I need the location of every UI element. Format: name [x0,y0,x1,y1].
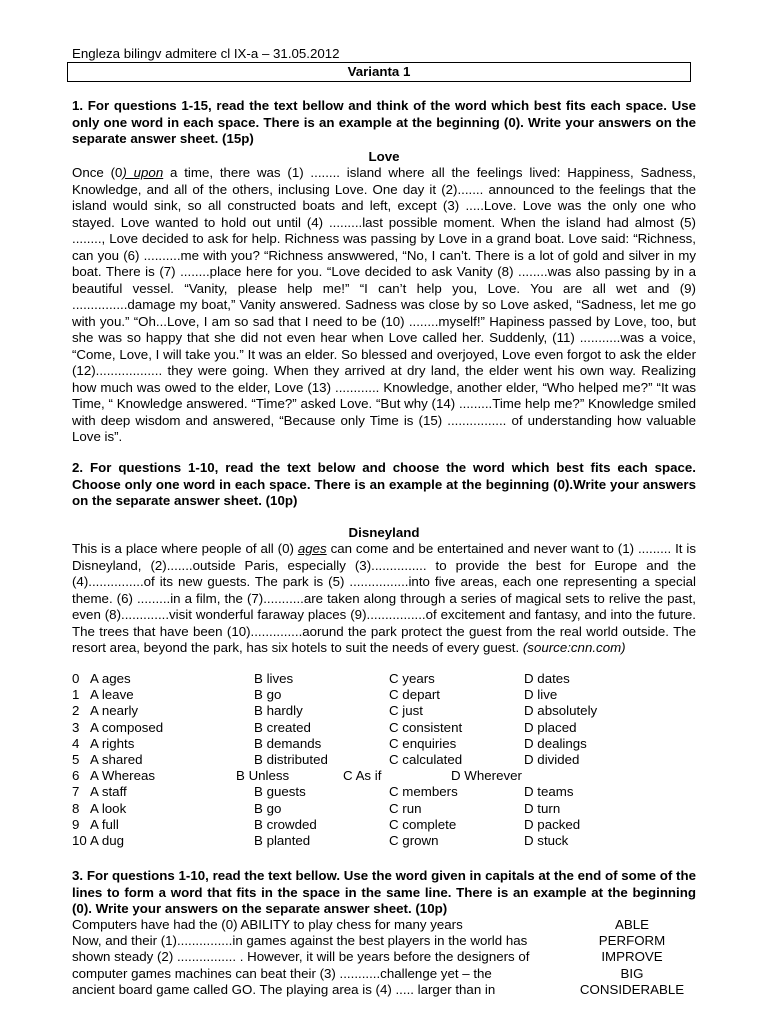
section2-example-word: ages [297,541,327,556]
exam-header: Engleza bilingv admitere cl IX-a – 31.05.2012 [72,46,340,61]
option-c: C complete [389,816,457,832]
option-row [72,752,696,768]
option-c: C enquiries [389,735,457,751]
option-c: C run [389,800,422,816]
capital-word: IMPROVE [601,949,663,965]
word-formation-line [72,917,696,933]
option-row [72,784,696,800]
option-row [72,801,696,817]
option-number: 1 [72,687,80,703]
option-d: D stuck [524,832,569,848]
option-b: B go [254,687,282,703]
option-number: 2 [72,703,80,719]
section1-text-start: Once (0 [72,165,123,180]
option-a: A full [90,816,119,832]
option-b: B distributed [254,751,328,767]
section1-text-rest: a time, there was (1) ........ island where all the feelings lived: Happiness, Sadness, Knowledge, and all of the others, inclusing Love. One day it (2)....... announced to the feelings that the island would sink, so all constructed boats and left, except (3) .....Love. Love was the only one who stayed. Love wanted to hold out until (4) .........last possible moment. When the island had almost (5) ........, Love decided to ask for help. Richness was passing by Love in a grand boat. Love said: “Richness, can you (6) ..........me with you? “Richness answwered, “No, I can’t. There is a lot of gold and silver in my boat. There is (7) ........place here for you. “Love decided to ask Vanity (8) ........was also passing by in a beautiful vessel. “Vanity, please help me!” “I can’t help you, Love. You are all wet and (9) ...............damage my boat,” Vanity answered. Sadness was close by so Love asked, “Sadness, let me go with you.” “Oh...Love, I am so sad that I need to be (10) ........myself!” Hapiness passed by Love, too, but she was so happy that she did not even hear when Love called her. Suddenly, (11) ...........was a voice, “Come, Love, I will take you.” It was an elder. So blessed and overjoyed, Love even forgot to ask the elder (12).................. they were going. When they arrived at dry land, the elder went his own way. Realizing how much was owed to the elder, Love (13) ............ Knowledge, another elder, “Who helped me?” “It was Time, “ Knowledge answered. “Time?” asked Love. “But why (14) .........Time help me?” Knowledge smiled with deep wisdom and answered, “Because only Time is (15) ................ of understanding how valuable Love is”. [72,165,696,444]
option-row [72,768,696,784]
option-c: C grown [389,832,439,848]
line-text: ancient board game called GO. The playing area is (4) ..... larger than in [72,981,496,997]
capital-word: PERFORM [598,933,666,949]
option-c: C As if [343,768,382,784]
section2-text-rest: can come and be entertained and never want to (1) ......... It is Disneyland, (2).......outside Paris, especially (3)............... to provide the best for Europe and the (4)...............of its new guests. The park is (5) ................into five areas, each one representing a special theme. (6) .........in a film, the (7)...........are taken along through a series of magical sets to relive the past, even (8).............visit wonderful faraway places (9)................of excitement and fantasy, and into the future. The trees that have been (10)..............aorund the park protect the guest from the real world outside. The resort area, beyond the park, has six hotels to suit the needs of every guest. [72,541,696,655]
option-a: A Whereas [90,768,156,784]
section3-instructions: 3. For questions 1-10, read the text bellow. Use the word given in capitals at the end of some of the lines to form a word that fits in the space in the same line. There is an example at the beginning (0). Write your answers on the separate answer sheet. (10p) [72,868,696,916]
option-number: 4 [72,735,80,751]
option-c: C years [389,671,435,686]
line-text: computer games machines can beat their (3) ...........challenge yet – the [72,965,492,981]
option-row [72,833,696,849]
option-d: D placed [524,719,577,735]
option-a: A dug [90,832,125,848]
option-number: 6 [72,768,80,784]
option-d: D absolutely [524,703,598,719]
option-row [72,720,696,736]
variant-title: Varianta 1 [67,62,691,82]
option-row [72,817,696,833]
section2-instructions: 2. For questions 1-10, read the text below and choose the word which best fits each space. Choose only one word in each space. There is an example at the beginning (0).Write your answers on the separate answer sheet. (10p) [72,460,696,508]
option-b: B go [254,800,282,816]
option-d: D turn [524,800,561,816]
option-row [72,687,696,703]
option-c: C depart [389,687,440,703]
option-d: D dealings [524,735,587,751]
option-row [72,671,696,687]
option-a: A look [90,800,127,816]
option-d: D Wherever [451,768,522,784]
line-text: Computers have had the (0) ABILITY to play chess for many years [72,917,463,932]
word-formation-line [72,966,696,982]
section1-text [72,165,696,446]
option-row [72,736,696,752]
option-number: 7 [72,784,80,800]
option-c: C consistent [389,719,463,735]
option-c: C calculated [389,751,463,767]
option-a: A rights [90,735,135,751]
option-b: B Unless [236,768,290,784]
option-number: 5 [72,751,80,767]
section2-options [72,671,696,849]
option-b: B lives [254,671,294,686]
option-d: D dates [524,671,570,686]
option-c: C just [389,703,423,719]
option-number: 8 [72,800,80,816]
word-formation-line [72,982,696,998]
option-b: B planted [254,832,311,848]
option-b: B guests [254,784,306,800]
section2-text-start: This is a place where people of all (0) [72,541,298,556]
section2-text [72,541,696,657]
option-b: B created [254,719,311,735]
option-number: 3 [72,719,80,735]
capital-word: ABLE [614,917,649,932]
option-a: A leave [90,687,134,703]
option-a: A composed [90,719,164,735]
word-formation-line [72,933,696,949]
option-a: A ages [90,671,131,686]
capital-word: BIG [620,965,644,981]
option-number: 10 [72,832,87,848]
capital-word: CONSIDERABLE [579,981,685,997]
section2-title: Disneyland [348,525,420,540]
word-formation-line [72,949,696,965]
option-number: 9 [72,816,80,832]
option-d: D teams [524,784,574,800]
line-text: Now, and their (1)...............in games against the best players in the world has [72,933,528,949]
option-number: 0 [72,671,80,686]
option-b: B hardly [254,703,303,719]
line-text: shown steady (2) ................ . However, it will be years before the designers of [72,949,530,965]
option-row [72,703,696,719]
section2-source: (source:cnn.com) [522,640,626,655]
option-a: A staff [90,784,127,800]
section3-lines [72,917,696,998]
option-b: B demands [254,735,322,751]
section1-title: Love [368,149,400,164]
option-d: D packed [524,816,581,832]
section1-example-word: ) upon [122,165,164,180]
option-d: D divided [524,751,580,767]
option-d: D live [524,687,558,703]
option-a: A shared [90,751,143,767]
option-c: C members [389,784,458,800]
option-b: B crowded [254,816,317,832]
option-a: A nearly [90,703,139,719]
section1-instructions: 1. For questions 1-15, read the text bellow and think of the word which best fits each space. Use only one word in each space. There is an example at the beginning (0). Write your answers on the separate answer sheet. (15p) [72,98,696,146]
